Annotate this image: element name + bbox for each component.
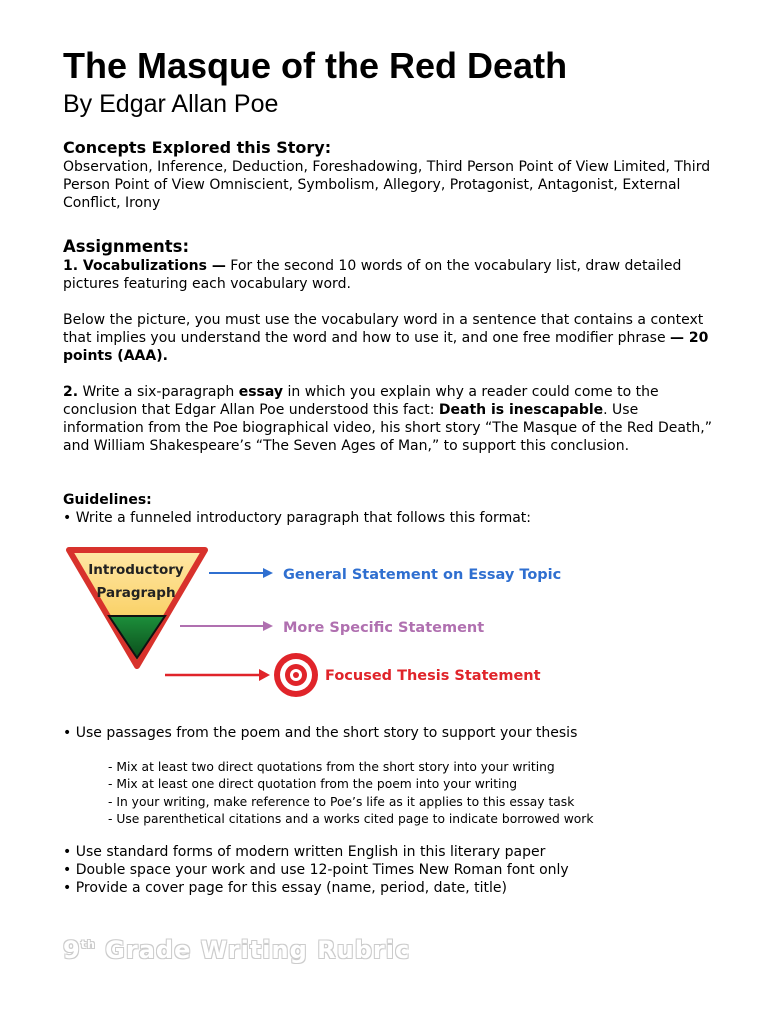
footer-heading [63, 936, 410, 964]
concepts-section [63, 138, 713, 212]
footer-grade-number: 9 [63, 936, 81, 964]
guidelines-section [63, 491, 713, 527]
guideline-bullet-1: • Write a funneled introductory paragraph that follows this format: [63, 510, 531, 526]
assignment-2-fact: Death is inescapable [438, 402, 604, 418]
assignment-1-text: For the second 10 words of on the vocabulary list, draw detailed pictures featuring each vocabulary word. [63, 258, 682, 292]
target-icon [274, 653, 318, 697]
assignment-1-details [63, 311, 713, 365]
sublist-item: - Mix at least two direct quotations from the short story into your writing [108, 760, 555, 774]
diagram-label-general: General Statement on Essay Topic [283, 567, 562, 583]
guideline-sublist [108, 759, 713, 828]
author-byline: By Edgar Allan Poe [63, 90, 279, 118]
funnel-label-line2: Paragraph [96, 585, 176, 601]
guideline-bullet: • Double space your work and use 12-point Times New Roman font only [63, 862, 569, 879]
guideline-bullet: • Use standard forms of modern written English in this literary paper [63, 844, 546, 861]
sublist-item: - Mix at least one direct quotation from the poem into your writing [108, 777, 518, 792]
assignment-1-label: 1. Vocabulizations — [63, 258, 226, 274]
assignment-2-essay: essay [238, 384, 284, 400]
sublist-item: - Use parenthetical citations and a works cited page to indicate borrowed work [108, 811, 594, 826]
arrow-3-head [259, 669, 270, 681]
arrow-1-head [263, 568, 273, 578]
assignment-1-points: — 20 points (AAA). [63, 330, 709, 364]
arrow-2-head [263, 621, 273, 631]
assignment-2-text-3: . Use information from the Poe biographical video, his short story “The Masque of the Red Death,” and William Shakespeare’s “The Seven Ages of Man,” to support this conclusion. [63, 402, 712, 454]
guidelines-heading: Guidelines: [63, 492, 152, 508]
assignments-section [63, 237, 713, 455]
diagram-label-thesis: Focused Thesis Statement [325, 668, 541, 684]
funnel-label-line1: Introductory [88, 562, 184, 578]
guidelines-continued [63, 724, 713, 897]
diagram-label-specific: More Specific Statement [283, 620, 485, 636]
footer-grade-suffix: th [80, 938, 96, 951]
assignments-heading: Assignments: [63, 237, 190, 256]
guideline-bullets-more [63, 843, 713, 897]
concepts-heading: Concepts Explored this Story: [63, 138, 332, 157]
sublist-item: - In your writing, make reference to Poe’s life as it applies to this essay task [108, 794, 575, 809]
assignment-1 [63, 257, 713, 293]
guideline-bullet-2: • Use passages from the poem and the short story to support your thesis [63, 725, 578, 741]
assignment-2-text-2: in which you explain why a reader could come to the conclusion that Edgar Allan Poe understood this fact: [63, 384, 659, 418]
assignment-2-text-1: Write a six-paragraph [78, 384, 239, 400]
guideline-bullet: • Provide a cover page for this essay (name, period, date, title) [63, 880, 507, 897]
funnel-diagram [63, 538, 563, 708]
footer-text: Grade Writing Rubric [95, 936, 411, 964]
assignment-2 [63, 383, 713, 455]
assignment-2-number: 2. [63, 384, 79, 400]
page-title: The Masque of the Red Death [63, 45, 568, 86]
assignment-1-details-text: Below the picture, you must use the vocabulary word in a sentence that contains a context that implies you understand the word and how to use it, and one free modifier phrase [63, 312, 704, 346]
concepts-text: Observation, Inference, Deduction, Foreshadowing, Third Person Point of View Limited, Third Person Point of View Omniscient, Symbolism, Allegory, Protagonist, Antagonist, External Conflict, Irony [63, 159, 711, 211]
